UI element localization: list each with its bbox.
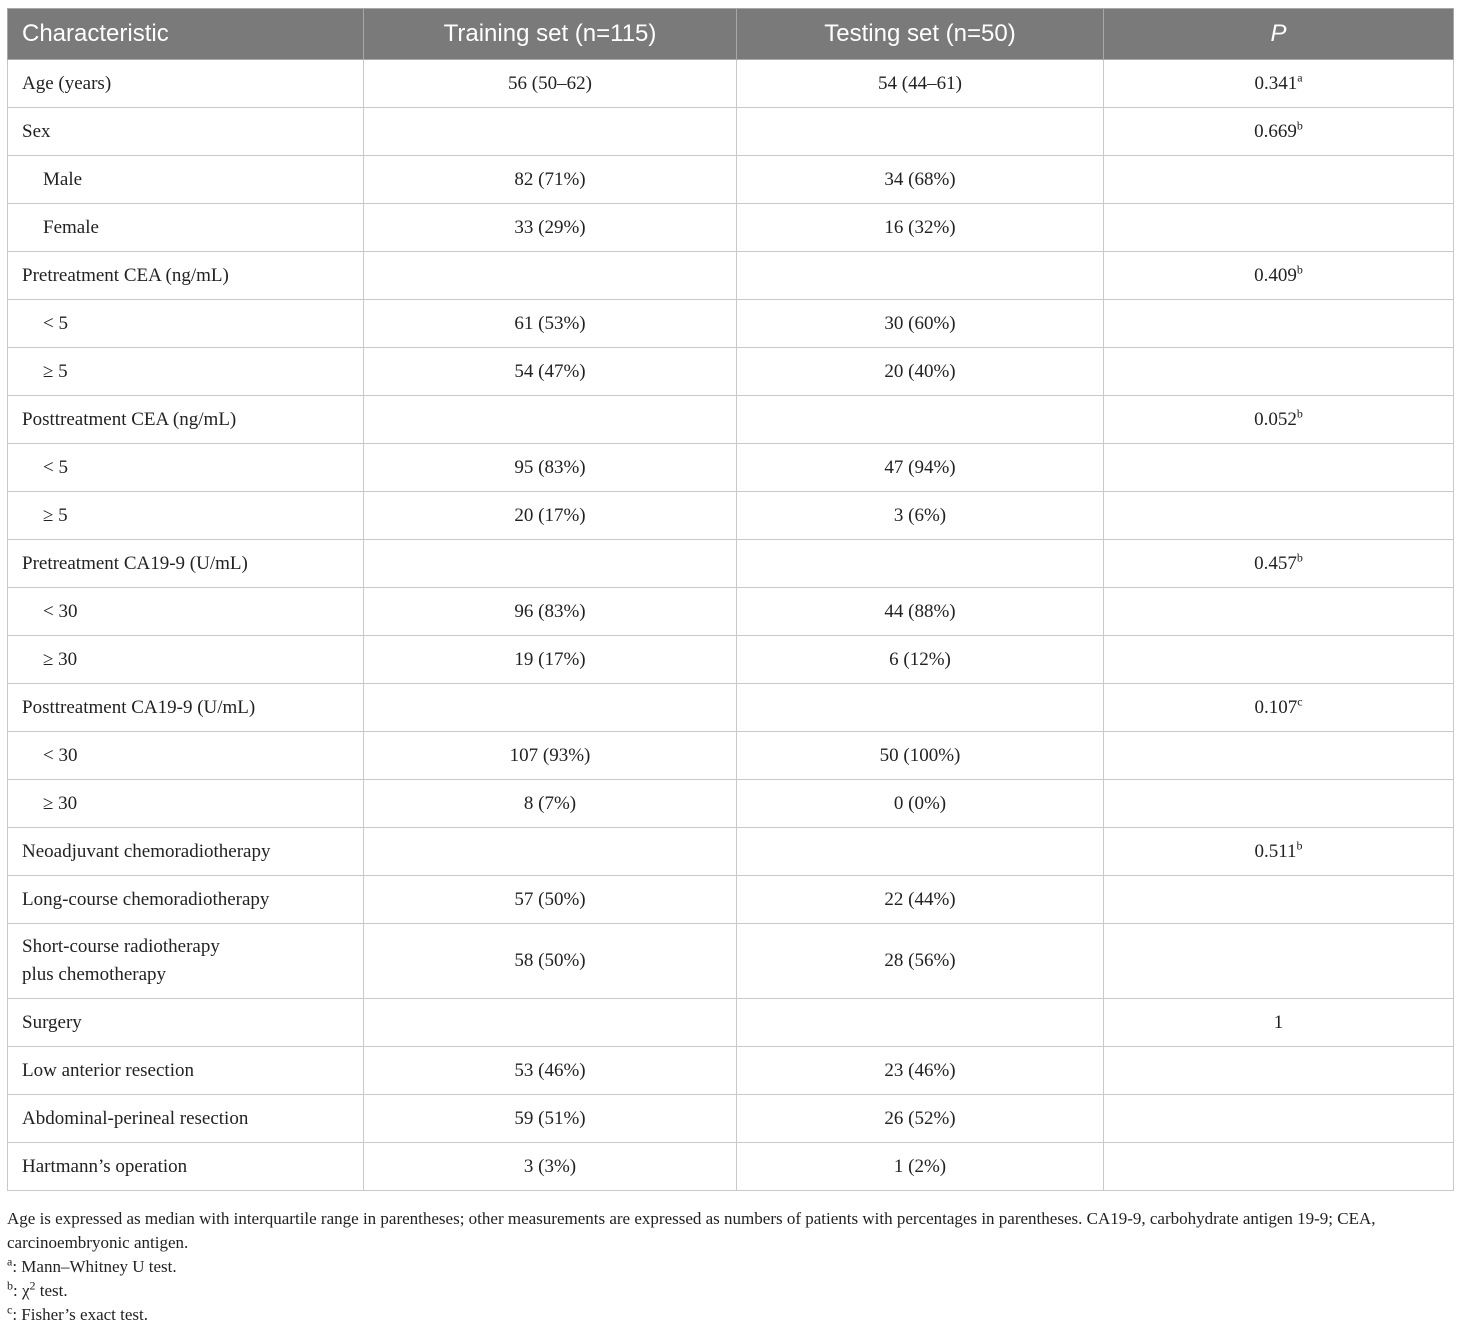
table-footnotes	[7, 1207, 1453, 1327]
testing-set-cell: 20 (40%)	[737, 348, 1104, 396]
testing-set-cell: 30 (60%)	[737, 300, 1104, 348]
footnote-c-text: : Fisher’s exact test.	[12, 1305, 148, 1324]
training-set-cell	[364, 540, 737, 588]
training-set-cell: 57 (50%)	[364, 876, 737, 924]
training-set-cell: 95 (83%)	[364, 444, 737, 492]
p-value-cell	[1104, 108, 1454, 156]
p-value-cell	[1104, 204, 1454, 252]
p-value-cell	[1104, 588, 1454, 636]
characteristic-line: plus chemotherapy	[22, 964, 167, 985]
p-value-cell	[1104, 60, 1454, 108]
testing-set-cell: 28 (56%)	[737, 924, 1104, 999]
p-value-test-mark: b	[1296, 118, 1303, 133]
footnote-a-mark: a	[7, 1254, 13, 1269]
footnote-a	[7, 1255, 1453, 1279]
training-set-cell	[364, 396, 737, 444]
training-set-cell: 58 (50%)	[364, 924, 737, 999]
p-value-cell	[1104, 300, 1454, 348]
training-set-cell: 8 (7%)	[364, 780, 737, 828]
table-row	[8, 60, 1454, 108]
table-row	[8, 684, 1454, 732]
p-value-test-mark: b	[1296, 406, 1303, 421]
p-value-cell	[1104, 1143, 1454, 1191]
p-value: 0.457	[1254, 552, 1297, 574]
table-row	[8, 108, 1454, 156]
characteristic-cell: < 30	[8, 588, 364, 636]
p-value: 0.511	[1254, 840, 1297, 862]
p-value-test-mark: c	[1297, 694, 1303, 709]
footnote-b-mark: b	[7, 1278, 13, 1293]
characteristic-cell: Sex	[8, 108, 364, 156]
header-training-set: Training set (n=115)	[364, 9, 737, 60]
p-value: 0.341	[1254, 72, 1298, 94]
training-set-cell: 107 (93%)	[364, 732, 737, 780]
p-value-cell	[1104, 252, 1454, 300]
p-value-test-mark: b	[1296, 838, 1303, 853]
footnote-c	[7, 1303, 1453, 1327]
p-value: 0.409	[1254, 264, 1297, 286]
characteristic-cell: Long-course chemoradiotherapy	[8, 876, 364, 924]
testing-set-cell	[737, 684, 1104, 732]
characteristics-table	[7, 8, 1454, 1191]
p-value-cell	[1104, 540, 1454, 588]
testing-set-cell: 0 (0%)	[737, 780, 1104, 828]
testing-set-cell: 50 (100%)	[737, 732, 1104, 780]
training-set-cell: 20 (17%)	[364, 492, 737, 540]
characteristic-cell: Posttreatment CEA (ng/mL)	[8, 396, 364, 444]
table-row	[8, 348, 1454, 396]
characteristic-cell: ≥ 5	[8, 348, 364, 396]
table-row	[8, 588, 1454, 636]
p-value-cell	[1104, 492, 1454, 540]
table-body	[8, 60, 1454, 1191]
header-p-value: P	[1104, 9, 1454, 60]
p-value-test-mark: a	[1297, 70, 1303, 85]
training-set-cell	[364, 828, 737, 876]
p-value-cell	[1104, 1095, 1454, 1143]
table-row	[8, 396, 1454, 444]
table-row	[8, 780, 1454, 828]
footnote-b-text-end: test.	[35, 1281, 68, 1300]
header-testing-set: Testing set (n=50)	[737, 9, 1104, 60]
p-value-cell	[1104, 780, 1454, 828]
header-characteristic: Characteristic	[8, 9, 364, 60]
p-value-cell	[1104, 828, 1454, 876]
table-row	[8, 1047, 1454, 1095]
testing-set-cell: 26 (52%)	[737, 1095, 1104, 1143]
p-value-cell	[1104, 924, 1454, 999]
table-row	[8, 876, 1454, 924]
characteristic-cell: ≥ 5	[8, 492, 364, 540]
characteristic-cell: Neoadjuvant chemoradiotherapy	[8, 828, 364, 876]
characteristic-cell: < 30	[8, 732, 364, 780]
characteristic-cell: Low anterior resection	[8, 1047, 364, 1095]
characteristic-cell: Male	[8, 156, 364, 204]
p-value-cell	[1104, 684, 1454, 732]
p-value-cell	[1104, 156, 1454, 204]
training-set-cell: 59 (51%)	[364, 1095, 737, 1143]
table-header-row	[8, 9, 1454, 60]
table-row	[8, 300, 1454, 348]
characteristic-cell: Pretreatment CEA (ng/mL)	[8, 252, 364, 300]
characteristic-cell	[8, 924, 364, 999]
table-row	[8, 732, 1454, 780]
characteristic-cell: Abdominal-perineal resection	[8, 1095, 364, 1143]
characteristic-cell: < 5	[8, 300, 364, 348]
training-set-cell	[364, 108, 737, 156]
p-value-cell	[1104, 348, 1454, 396]
training-set-cell	[364, 252, 737, 300]
table-row	[8, 636, 1454, 684]
p-value-test-mark: b	[1296, 262, 1303, 277]
p-value-cell	[1104, 732, 1454, 780]
testing-set-cell: 44 (88%)	[737, 588, 1104, 636]
testing-set-cell: 6 (12%)	[737, 636, 1104, 684]
table-row	[8, 924, 1454, 999]
footnote-b	[7, 1279, 1453, 1303]
testing-set-cell: 47 (94%)	[737, 444, 1104, 492]
p-value-cell	[1104, 636, 1454, 684]
table-row	[8, 204, 1454, 252]
testing-set-cell: 22 (44%)	[737, 876, 1104, 924]
p-value-test-mark: b	[1296, 550, 1303, 565]
training-set-cell: 33 (29%)	[364, 204, 737, 252]
testing-set-cell	[737, 828, 1104, 876]
table-row	[8, 999, 1454, 1047]
footnote-b-superscript: 2	[29, 1278, 36, 1293]
p-value-cell	[1104, 999, 1454, 1047]
p-value: 1	[1273, 1011, 1284, 1033]
characteristic-cell: Surgery	[8, 999, 364, 1047]
characteristic-line: Short-course radiotherapy	[22, 936, 220, 957]
training-set-cell	[364, 999, 737, 1047]
table-row	[8, 156, 1454, 204]
p-value-cell	[1104, 1047, 1454, 1095]
characteristic-cell: ≥ 30	[8, 780, 364, 828]
testing-set-cell	[737, 999, 1104, 1047]
p-value: 0.107	[1254, 696, 1298, 718]
testing-set-cell: 54 (44–61)	[737, 60, 1104, 108]
p-value-cell	[1104, 444, 1454, 492]
testing-set-cell: 16 (32%)	[737, 204, 1104, 252]
testing-set-cell	[737, 252, 1104, 300]
p-value: 0.669	[1254, 120, 1297, 142]
characteristic-cell: Pretreatment CA19-9 (U/mL)	[8, 540, 364, 588]
table-row	[8, 252, 1454, 300]
characteristic-cell: ≥ 30	[8, 636, 364, 684]
p-value-cell	[1104, 876, 1454, 924]
table-container	[7, 8, 1453, 1191]
characteristic-cell: Age (years)	[8, 60, 364, 108]
training-set-cell	[364, 684, 737, 732]
footnote-c-mark: c	[7, 1302, 13, 1317]
characteristic-cell: Posttreatment CA19-9 (U/mL)	[8, 684, 364, 732]
table-row	[8, 828, 1454, 876]
testing-set-cell: 3 (6%)	[737, 492, 1104, 540]
testing-set-cell	[737, 108, 1104, 156]
training-set-cell: 56 (50–62)	[364, 60, 737, 108]
characteristic-cell: Hartmann’s operation	[8, 1143, 364, 1191]
table-row	[8, 1095, 1454, 1143]
table-row	[8, 1143, 1454, 1191]
testing-set-cell	[737, 540, 1104, 588]
testing-set-cell: 34 (68%)	[737, 156, 1104, 204]
training-set-cell: 53 (46%)	[364, 1047, 737, 1095]
training-set-cell: 82 (71%)	[364, 156, 737, 204]
table-row	[8, 492, 1454, 540]
training-set-cell: 54 (47%)	[364, 348, 737, 396]
testing-set-cell	[737, 396, 1104, 444]
footnote-a-text: : Mann–Whitney U test.	[12, 1257, 177, 1276]
characteristic-cell: < 5	[8, 444, 364, 492]
testing-set-cell: 1 (2%)	[737, 1143, 1104, 1191]
testing-set-cell: 23 (46%)	[737, 1047, 1104, 1095]
training-set-cell: 96 (83%)	[364, 588, 737, 636]
table-row	[8, 444, 1454, 492]
training-set-cell: 19 (17%)	[364, 636, 737, 684]
footnote-main: Age is expressed as median with interquartile range in parentheses; other measurements are expressed as numbers of patients with percentages in parentheses. CA19-9, carbohydrate antigen 19-9; CEA, carcinoembryonic antigen.	[7, 1209, 1376, 1252]
footnote-b-text: : χ	[13, 1281, 30, 1300]
p-value-cell	[1104, 396, 1454, 444]
characteristic-cell: Female	[8, 204, 364, 252]
training-set-cell: 61 (53%)	[364, 300, 737, 348]
table-row	[8, 540, 1454, 588]
training-set-cell: 3 (3%)	[364, 1143, 737, 1191]
p-value: 0.052	[1254, 408, 1297, 430]
